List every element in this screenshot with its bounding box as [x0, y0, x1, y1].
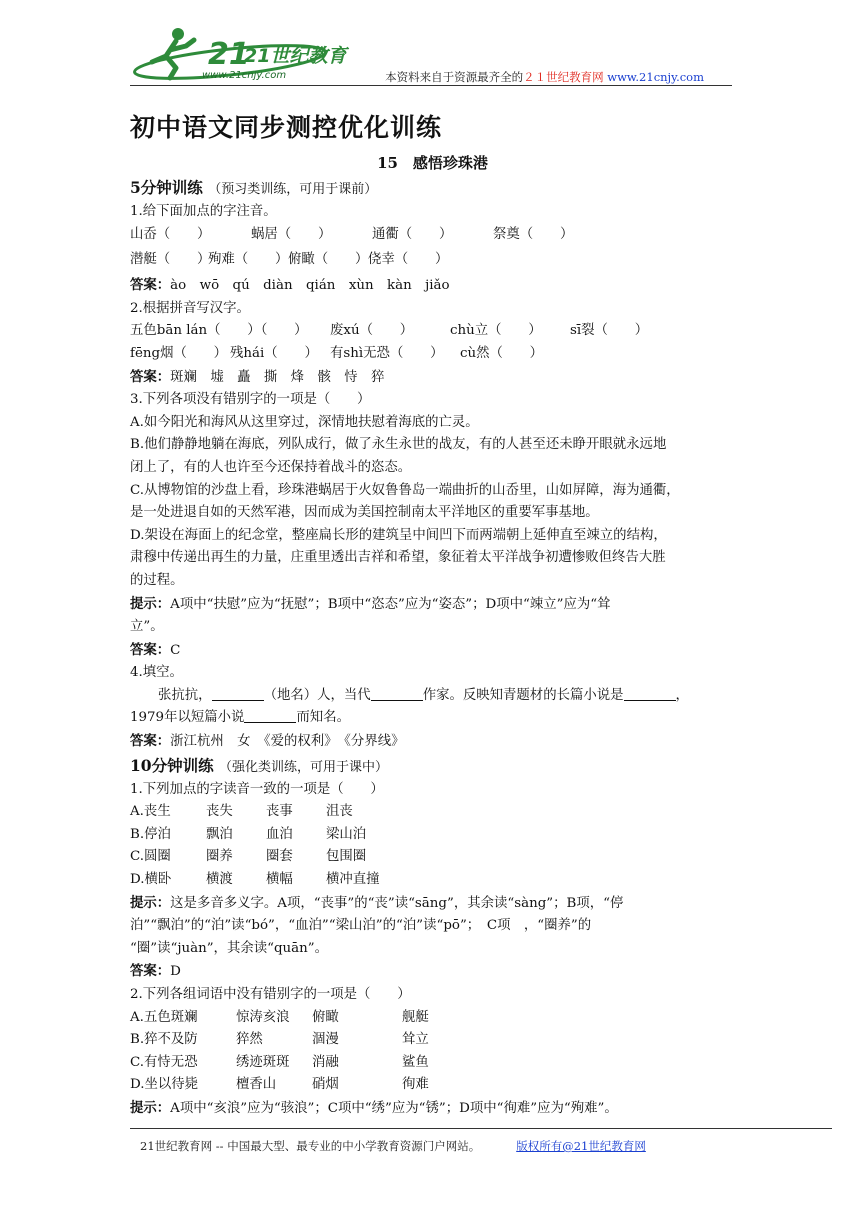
- q5-stem: 1.下列加点的字读音一致的一项是（ ）: [130, 781, 384, 797]
- document-title: 初中语文同步测控优化训练: [130, 113, 443, 142]
- header-divider: [130, 85, 732, 86]
- q3-option-d-line3: 的过程。: [130, 572, 184, 588]
- footer-text: 21世纪教育网 -- 中国最大型、最专业的中小学教育资源门户网站。: [140, 1139, 481, 1153]
- q3-option-d-line1: D.架设在海面上的纪念堂，整座扁长形的建筑呈中间凹下而两端朝上延伸直至竦立的结构，: [130, 527, 667, 543]
- q6-hint: 提示：A项中“亥浪”应为“骇浪”；C项中“绣”应为“锈”；D项中“徇难”应为“殉难”。: [130, 1099, 618, 1116]
- q1-answer: 答案：ào wō qú diàn qián xùn kàn jiǎo: [130, 277, 450, 294]
- site-logo: [130, 22, 347, 82]
- q3-option-d-line2: 肃穆中传递出再生的力量，庄重里透出吉祥和希望，象征着太平洋战争初遭惨败但终告大胜: [130, 550, 666, 566]
- fill-blank[interactable]: [371, 687, 423, 701]
- q5-hint: 提示：这是多音多义字。A项，“丧事”的“丧”读“sāng”，其余读“sàng”；B项，“停: [130, 894, 624, 911]
- page-footer: [130, 1128, 832, 1154]
- fill-blank[interactable]: [212, 687, 264, 701]
- q4-text-line2: 1979年以短篇小说 而知名。: [130, 710, 350, 726]
- section-heading-10min: 10分钟训练 （强化类训练，可用于课中）: [130, 755, 388, 775]
- q3-answer: 答案：C: [130, 641, 181, 658]
- q5-hint-cont2: “圈”读“juàn”，其余读“quān”。: [130, 940, 328, 956]
- q3-hint: 提示：A项中“扶慰”应为“抚慰”；B项中“恣态”应为“姿态”；D项中“竦立”应为“耸: [130, 595, 611, 612]
- q6-option-a: A.五色斑斓 惊涛亥浪 俯瞰 舰艇: [130, 1009, 429, 1025]
- header-url-link[interactable]: www.21cnjy.com: [607, 70, 704, 84]
- q4-answer: 答案：浙江杭州 女 《爱的权利》 《分界线》: [130, 733, 405, 750]
- q5-option-c: C.圆圈 圈养 圈套 包围圈: [130, 849, 367, 865]
- q3-stem: 3.下列各项没有错别字的一项是（ ）: [130, 392, 371, 408]
- q3-option-c-line1: C.从博物馆的沙盘上看，珍珠港蜗居于火奴鲁鲁岛一端曲折的山岙里，山如屏障，海为通衢，: [130, 482, 680, 498]
- q5-option-b: B.停泊 飘泊 血泊 梁山泊: [130, 826, 367, 842]
- q2-row-1: 五色bān lán（ ）（ ） 废xú（ ） chù立（ ） sī裂（ ）: [130, 323, 649, 339]
- svg-text:21: 21: [208, 37, 250, 72]
- q6-option-c: C.有恃无恐 绣迹斑斑 消融 鲨鱼: [130, 1054, 429, 1070]
- fill-blank[interactable]: [244, 709, 296, 723]
- page-header: [130, 22, 732, 86]
- q1-row-2: 潜艇（ ）殉难（ ）俯瞰（ ）侥幸（ ）: [130, 252, 449, 268]
- q5-option-a: A.丧生 丧失 丧事 沮丧: [130, 804, 353, 820]
- q5-answer: 答案：D: [130, 963, 181, 980]
- q4-stem: 4.填空。: [130, 665, 183, 681]
- q3-option-b-line1: B.他们静静地躺在海底，列队成行，做了永生永世的战友，有的人甚至还未睁开眼就永远地: [130, 437, 667, 453]
- q6-option-d: D.坐以待毙 檀香山 硝烟 徇难: [130, 1077, 429, 1093]
- q2-row-2: fēng烟（ ） 残hái（ ） 有shì无恐（ ） cù然（ ）: [130, 345, 544, 361]
- q4-text-line1: 张抗抗， （地名）人，当代 作家。反映知青题材的长篇小说是 ，: [158, 687, 689, 703]
- fill-blank[interactable]: [624, 687, 676, 701]
- lesson-title: 15 感悟珍珠港: [377, 154, 488, 172]
- document-body: [130, 110, 735, 1121]
- q6-option-b: B.猝不及防 猝然 涸漫 耸立: [130, 1032, 429, 1048]
- q1-stem: 1.给下面加点的字注音。: [130, 204, 277, 219]
- q5-option-d: D.横卧 横渡 横幅 横冲直撞: [130, 872, 380, 888]
- footer-divider: [130, 1128, 832, 1129]
- q2-answer: 答案：斑斓 墟 矗 撕 烽 骸 恃 猝: [130, 368, 385, 385]
- q6-stem: 2.下列各组词语中没有错别字的一项是（ ）: [130, 987, 411, 1002]
- q5-hint-cont1: 泊”“飘泊”的“泊”读“bó”，“血泊”“梁山泊”的“泊”读“pō”； C项 ，“圈养”的: [130, 918, 592, 934]
- copyright-link[interactable]: 版权所有@21世纪教育网: [516, 1139, 646, 1153]
- q2-stem: 2.根据拼音写汉字。: [130, 300, 250, 316]
- q1-row-1: 山岙（ ） 蜗居（ ） 通衢（ ） 祭奠（ ）: [130, 226, 574, 242]
- q3-hint-cont: 立”。: [130, 619, 164, 635]
- q3-option-c-line2: 是一处进退自如的天然军港，因而成为美国控制南太平洋地区的重要军事基地。: [130, 505, 599, 521]
- q3-option-b-line2: 闭上了，有的人也许至今还保持着战斗的恣态。: [130, 459, 412, 475]
- header-note: 本资料来自于资源最齐全的２１世纪教育网 www.21cnjy.com: [385, 70, 704, 84]
- svg-text:www.21cnjy.com: www.21cnjy.com: [202, 70, 287, 81]
- q3-option-a: A.如今阳光和海风从这里穿过，深情地扶慰着海底的亡灵。: [130, 414, 479, 430]
- svg-text:21世纪教育: 21世纪教育: [244, 45, 347, 67]
- section-heading-5min: 5分钟训练 （预习类训练，可用于课前）: [130, 178, 378, 197]
